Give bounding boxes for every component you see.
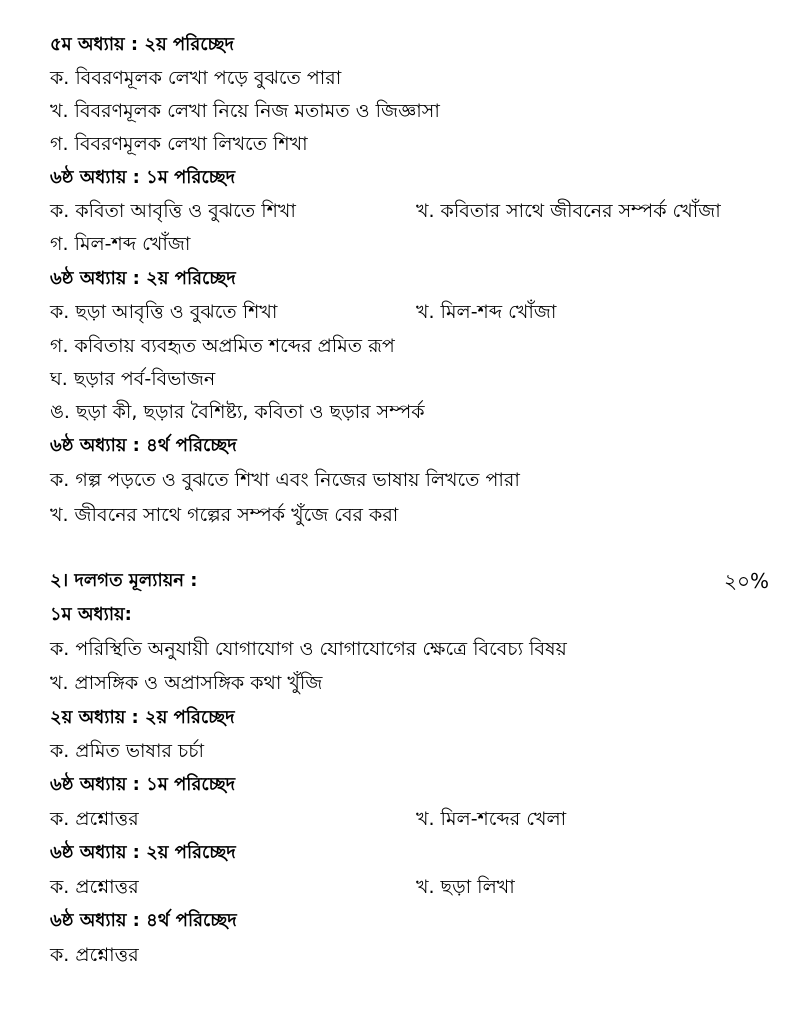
list-item: খ. কবিতার সাথে জীবনের সম্পর্ক খোঁজা [416,200,721,222]
list-item: ক. প্রশ্নোত্তর [50,944,139,966]
list-item: ক. প্রশ্নোত্তর [50,808,139,830]
chapter-6-part-4-heading: ৬ষ্ঠ অধ্যায় : ৪র্থ পরিচ্ছেদ [50,435,237,456]
list-item: খ. ছড়া লিখা [416,876,515,898]
chapter-1-heading: ১ম অধ্যায়: [50,604,132,625]
list-item: ক. ছড়া আবৃত্তি ও বুঝতে শিখা [50,301,278,323]
group-assessment-percent: ২০% [723,569,769,593]
chapter-6-part-1-heading-b: ৬ষ্ঠ অধ্যায় : ১ম পরিচ্ছেদ [50,774,236,795]
chapter-6-part-4-heading-b: ৬ষ্ঠ অধ্যায় : ৪র্থ পরিচ্ছেদ [50,910,237,931]
list-item: ক. প্রশ্নোত্তর [50,876,139,898]
chapter-6-part-2-heading: ৬ষ্ঠ অধ্যায় : ২য় পরিচ্ছেদ [50,268,236,289]
list-item: ক. পরিস্থিতি অনুযায়ী যোগাযোগ ও যোগাযোগের ক্ষেত্রে বিবেচ্য বিষয় [50,638,567,660]
list-item: খ. বিবরণমূলক লেখা নিয়ে নিজ মতামত ও জিজ্ঞাসা [50,100,440,122]
list-item: গ. মিল-শব্দ খোঁজা [50,233,191,255]
chapter-2-part-2-heading: ২য় অধ্যায় : ২য় পরিচ্ছেদ [50,707,235,728]
list-item: খ. মিল-শব্দ খোঁজা [416,301,557,323]
list-item: ঘ. ছড়ার পর্ব-বিভাজন [50,368,216,390]
list-item: ক. বিবরণমূলক লেখা পড়ে বুঝতে পারা [50,67,342,89]
list-item: ক. গল্প পড়তে ও বুঝতে শিখা এবং নিজের ভাষায় লিখতে পারা [50,469,520,491]
list-item: ক. কবিতা আবৃত্তি ও বুঝতে শিখা [50,200,296,222]
chapter-6-part-2-heading-b: ৬ষ্ঠ অধ্যায় : ২য় পরিচ্ছেদ [50,842,236,863]
list-item: খ. প্রাসঙ্গিক ও অপ্রাসঙ্গিক কথা খুঁজি [50,672,323,694]
list-item: গ. কবিতায় ব্যবহৃত অপ্রমিত শব্দের প্রমিত রূপ [50,335,395,357]
chapter-5-part-2-heading: ৫ম অধ্যায় : ২য় পরিচ্ছেদ [50,34,234,55]
chapter-6-part-1-heading: ৬ষ্ঠ অধ্যায় : ১ম পরিচ্ছেদ [50,167,236,188]
list-item: খ. মিল-শব্দের খেলা [416,808,567,830]
list-item: গ. বিবরণমূলক লেখা লিখতে শিখা [50,133,308,155]
list-item: ঙ. ছড়া কী, ছড়ার বৈশিষ্ট্য, কবিতা ও ছড়ার সম্পর্ক [50,401,425,423]
list-item: ক. প্রমিত ভাষার চর্চা [50,740,204,762]
group-assessment-title: ২। দলগত মূল্যায়ন : [50,570,198,591]
list-item: খ. জীবনের সাথে গল্পের সম্পর্ক খুঁজে বের করা [50,504,399,526]
